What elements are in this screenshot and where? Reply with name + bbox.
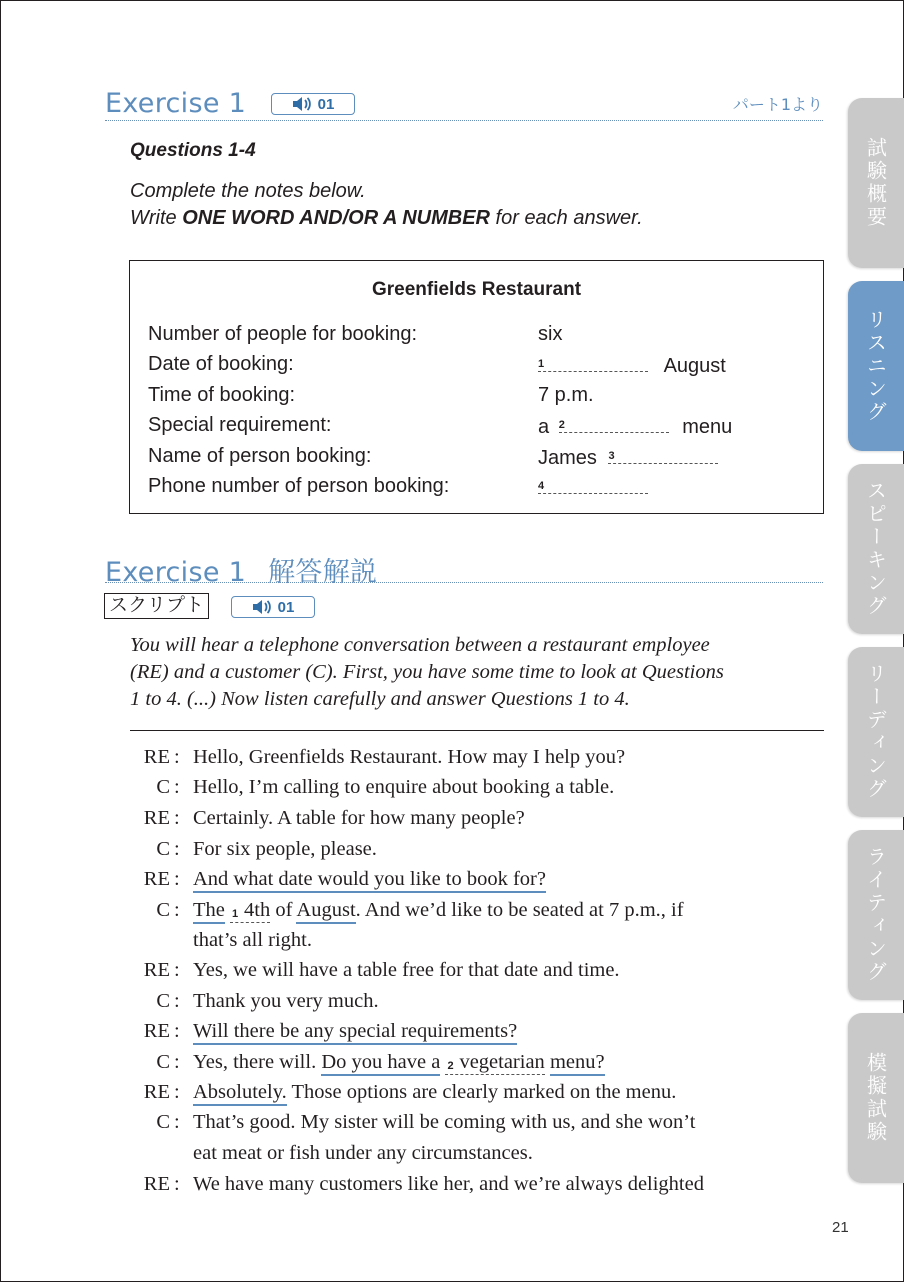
tab-listening[interactable] bbox=[848, 281, 904, 451]
dialogue-line: That’s good. My sister will be coming with us, and she won’t bbox=[193, 1111, 696, 1133]
notes-label: Phone number of person booking: bbox=[148, 475, 450, 497]
notes-label: Date of booking: bbox=[148, 353, 294, 375]
speaker: RE bbox=[143, 807, 170, 829]
answers-title: Exercise 1 解答解説 bbox=[105, 557, 378, 588]
notes-label: Number of people for booking: bbox=[148, 323, 418, 345]
intro-line: 1 to 4. (...) Now listen carefully and answer Questions 1 to 4. bbox=[130, 688, 630, 710]
exercise-heading bbox=[105, 88, 823, 121]
blank-number: 2 bbox=[558, 419, 565, 431]
key-phrase: Absolutely. bbox=[193, 1081, 287, 1106]
audio-track-number: 01 bbox=[277, 598, 295, 616]
key-phrase: Will there be any special requirements? bbox=[193, 1020, 517, 1045]
dialogue-line: We have many customers like her, and we’re always delighted bbox=[193, 1173, 704, 1195]
tab-speaking[interactable] bbox=[848, 464, 904, 634]
answer-blank[interactable] bbox=[559, 414, 669, 433]
tab-overview[interactable] bbox=[848, 98, 904, 268]
key-phrase: Do you have a bbox=[321, 1051, 440, 1076]
tab-writing[interactable] bbox=[848, 830, 904, 1000]
speaker: RE bbox=[143, 1081, 170, 1103]
dialogue-line: The 1 4th of August. And we’d like to be seated at 7 p.m., if bbox=[193, 899, 684, 923]
speaker: RE bbox=[143, 1020, 170, 1042]
dialogue-line bbox=[193, 1020, 517, 1043]
blank-number: 3 bbox=[608, 450, 615, 462]
dialogue-line: Hello, Greenfields Restaurant. How may I help you? bbox=[193, 746, 626, 768]
answers-heading bbox=[105, 550, 823, 588]
part-label: パート1より bbox=[732, 95, 823, 114]
speaker: C bbox=[156, 899, 170, 921]
tab-label: 模擬試験 bbox=[863, 1052, 888, 1144]
notes-value: six bbox=[538, 323, 563, 345]
answer-blank[interactable] bbox=[538, 353, 648, 372]
notes-title: Greenfields Restaurant bbox=[371, 279, 582, 300]
notes-value: 1 August bbox=[538, 355, 726, 377]
divider bbox=[130, 730, 824, 731]
answer-blank[interactable] bbox=[608, 445, 718, 464]
tab-reading[interactable] bbox=[848, 647, 904, 817]
tab-mock-test[interactable] bbox=[848, 1013, 904, 1183]
key-phrase: August bbox=[296, 899, 355, 924]
answer-blank[interactable] bbox=[538, 475, 648, 494]
speaker: C bbox=[156, 838, 170, 860]
tab-label: 試験概要 bbox=[863, 137, 888, 229]
exercise-title: Exercise 1 bbox=[105, 88, 247, 119]
audio-button[interactable] bbox=[271, 93, 355, 115]
tab-label: リスニング bbox=[863, 308, 888, 424]
answer-number: 1 bbox=[232, 908, 239, 920]
dialogue-line: Hello, I’m calling to enquire about booking a table. bbox=[193, 776, 615, 798]
dialogue-line: Thank you very much. bbox=[193, 990, 379, 1012]
script-label: スクリプト bbox=[104, 593, 209, 619]
speaker: C bbox=[156, 1111, 170, 1133]
speaker-icon bbox=[292, 96, 312, 112]
dialogue-line: eat meat or fish under any circumstances. bbox=[193, 1142, 533, 1164]
notes-label: Time of booking: bbox=[148, 384, 296, 406]
page-number: 21 bbox=[832, 1219, 849, 1236]
blank-number: 4 bbox=[538, 480, 545, 492]
tab-label: スピーキング bbox=[863, 480, 888, 618]
dialogue-line bbox=[193, 868, 546, 891]
speaker-icon bbox=[252, 599, 272, 615]
speaker: C bbox=[156, 1051, 170, 1073]
intro-line: (RE) and a customer (C). First, you have some time to look at Questions bbox=[130, 661, 724, 683]
intro-line: You will hear a telephone conversation between a restaurant employee bbox=[130, 634, 710, 656]
speaker: RE bbox=[143, 1173, 170, 1195]
speaker: RE bbox=[143, 959, 170, 981]
dialogue-line: that’s all right. bbox=[193, 929, 312, 951]
instruction-line-1: Complete the notes below. bbox=[130, 180, 366, 202]
instruction-line-2: Write ONE WORD AND/OR A NUMBER for each answer. bbox=[130, 207, 643, 229]
notes-value: James 3 bbox=[538, 445, 718, 470]
blank-number: 1 bbox=[538, 358, 545, 370]
tab-label: リーディング bbox=[863, 663, 888, 801]
audio-button[interactable] bbox=[231, 596, 315, 618]
notes-label: Special requirement: bbox=[148, 414, 332, 436]
speaker: RE bbox=[143, 868, 170, 890]
dialogue-line: Yes, there will. Do you have a 2 vegetarian menu? bbox=[193, 1051, 605, 1075]
speaker: C bbox=[156, 990, 170, 1012]
speaker: RE bbox=[143, 746, 170, 768]
notes-value: 7 p.m. bbox=[538, 384, 594, 406]
notes-label: Name of person booking: bbox=[148, 445, 372, 467]
answer-highlight: 2 vegetarian bbox=[447, 1051, 545, 1073]
questions-title: Questions 1-4 bbox=[130, 140, 256, 161]
notes-value bbox=[538, 475, 648, 500]
notes-value: a 2 menu bbox=[538, 416, 733, 438]
dialogue-line: For six people, please. bbox=[193, 838, 377, 860]
key-phrase: And what date would you like to book for? bbox=[193, 868, 546, 893]
tab-label: ライティング bbox=[863, 846, 888, 984]
answer-highlight: 1 4th bbox=[232, 899, 271, 921]
key-phrase: The bbox=[193, 899, 225, 924]
instruction-emphasis: ONE WORD AND/OR A NUMBER bbox=[182, 207, 490, 229]
audio-track-number: 01 bbox=[317, 95, 335, 113]
dialogue-line: Yes, we will have a table free for that date and time. bbox=[193, 959, 620, 981]
dialogue-line: Certainly. A table for how many people? bbox=[193, 807, 525, 829]
dialogue-line: Absolutely. Those options are clearly marked on the menu. bbox=[193, 1081, 676, 1104]
key-phrase: menu? bbox=[550, 1051, 605, 1076]
notes-box bbox=[129, 260, 824, 514]
answer-number: 2 bbox=[447, 1060, 454, 1072]
speaker: C bbox=[156, 776, 170, 798]
